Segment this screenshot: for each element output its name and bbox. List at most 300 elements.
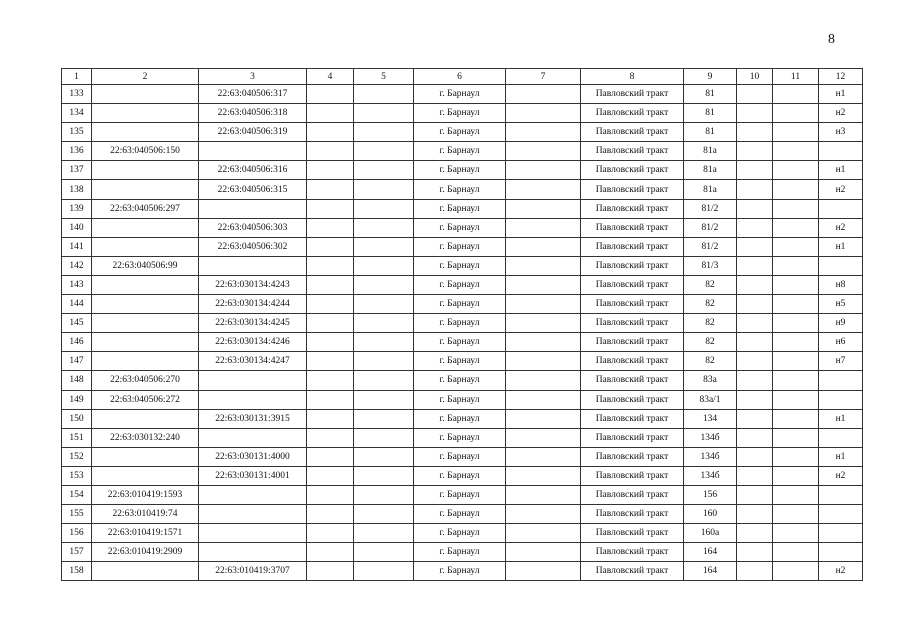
house-number-cell: 82: [684, 314, 737, 333]
col-10-cell: [737, 485, 773, 504]
col-11-cell: [773, 123, 819, 142]
street-cell: Павловский тракт: [581, 466, 684, 485]
col-10-cell: [737, 371, 773, 390]
parcel-number-cell: [92, 562, 199, 581]
col-7-cell: [506, 104, 581, 123]
col-10-cell: [737, 333, 773, 352]
row-number-cell: 147: [62, 352, 92, 371]
row-number-cell: 156: [62, 524, 92, 543]
parcel-number-cell: [92, 161, 199, 180]
table-row: [62, 142, 863, 161]
col-10-cell: [737, 505, 773, 524]
col-7-cell: [506, 390, 581, 409]
col-7-cell: [506, 562, 581, 581]
house-number-cell: 83а: [684, 371, 737, 390]
column-header-12: 12: [819, 69, 863, 85]
table-row: [62, 485, 863, 504]
column-header-8: 8: [581, 69, 684, 85]
house-number-cell: 81: [684, 104, 737, 123]
city-cell: г. Барнаул: [414, 199, 506, 218]
city-cell: г. Барнаул: [414, 275, 506, 294]
house-number-cell: 81/2: [684, 199, 737, 218]
col-4-cell: [307, 466, 354, 485]
parcel-number-cell: [92, 352, 199, 371]
col-11-cell: [773, 237, 819, 256]
premise-number-cell: [819, 524, 863, 543]
table-row: [62, 104, 863, 123]
unit-number-cell: 22:63:030134:4244: [199, 295, 307, 314]
col-5-cell: [354, 180, 414, 199]
col-7-cell: [506, 218, 581, 237]
city-cell: г. Барнаул: [414, 123, 506, 142]
col-4-cell: [307, 485, 354, 504]
premise-number-cell: н2: [819, 562, 863, 581]
parcel-number-cell: 22:63:040506:270: [92, 371, 199, 390]
col-5-cell: [354, 466, 414, 485]
unit-number-cell: [199, 390, 307, 409]
premise-number-cell: [819, 485, 863, 504]
house-number-cell: 81а: [684, 180, 737, 199]
unit-number-cell: 22:63:030131:4001: [199, 466, 307, 485]
city-cell: г. Барнаул: [414, 180, 506, 199]
street-cell: Павловский тракт: [581, 352, 684, 371]
street-cell: Павловский тракт: [581, 333, 684, 352]
col-10-cell: [737, 142, 773, 161]
col-5-cell: [354, 447, 414, 466]
table-row: [62, 409, 863, 428]
col-10-cell: [737, 161, 773, 180]
house-number-cell: 156: [684, 485, 737, 504]
col-5-cell: [354, 333, 414, 352]
street-cell: Павловский тракт: [581, 485, 684, 504]
parcel-number-cell: [92, 314, 199, 333]
column-header-4: 4: [307, 69, 354, 85]
row-number-cell: 139: [62, 199, 92, 218]
house-number-cell: 81а: [684, 142, 737, 161]
col-10-cell: [737, 123, 773, 142]
unit-number-cell: 22:63:040506:303: [199, 218, 307, 237]
col-4-cell: [307, 199, 354, 218]
city-cell: г. Барнаул: [414, 543, 506, 562]
col-5-cell: [354, 123, 414, 142]
row-number-cell: 137: [62, 161, 92, 180]
city-cell: г. Барнаул: [414, 371, 506, 390]
parcel-number-cell: 22:63:040506:272: [92, 390, 199, 409]
city-cell: г. Барнаул: [414, 505, 506, 524]
city-cell: г. Барнаул: [414, 218, 506, 237]
col-10-cell: [737, 218, 773, 237]
street-cell: Павловский тракт: [581, 104, 684, 123]
parcel-number-cell: [92, 275, 199, 294]
table-row: [62, 428, 863, 447]
column-header-6: 6: [414, 69, 506, 85]
col-5-cell: [354, 562, 414, 581]
table-row: [62, 275, 863, 294]
street-cell: Павловский тракт: [581, 428, 684, 447]
unit-number-cell: 22:63:030131:4000: [199, 447, 307, 466]
row-number-cell: 158: [62, 562, 92, 581]
col-7-cell: [506, 409, 581, 428]
table-row: [62, 447, 863, 466]
table-row: [62, 562, 863, 581]
row-number-cell: 149: [62, 390, 92, 409]
premise-number-cell: н1: [819, 409, 863, 428]
parcel-number-cell: [92, 218, 199, 237]
col-10-cell: [737, 524, 773, 543]
col-4-cell: [307, 428, 354, 447]
premise-number-cell: н7: [819, 352, 863, 371]
page-number: 8: [828, 32, 835, 47]
col-10-cell: [737, 256, 773, 275]
col-5-cell: [354, 371, 414, 390]
col-5-cell: [354, 524, 414, 543]
premise-number-cell: н6: [819, 333, 863, 352]
parcel-number-cell: [92, 180, 199, 199]
col-11-cell: [773, 485, 819, 504]
col-11-cell: [773, 218, 819, 237]
col-10-cell: [737, 352, 773, 371]
house-number-cell: 134б: [684, 447, 737, 466]
col-4-cell: [307, 333, 354, 352]
column-header-5: 5: [354, 69, 414, 85]
col-4-cell: [307, 524, 354, 543]
row-number-cell: 150: [62, 409, 92, 428]
street-cell: Павловский тракт: [581, 447, 684, 466]
street-cell: Павловский тракт: [581, 524, 684, 543]
street-cell: Павловский тракт: [581, 505, 684, 524]
col-5-cell: [354, 275, 414, 294]
city-cell: г. Барнаул: [414, 428, 506, 447]
col-7-cell: [506, 142, 581, 161]
house-number-cell: 81а: [684, 161, 737, 180]
table-row: [62, 256, 863, 275]
col-7-cell: [506, 237, 581, 256]
col-10-cell: [737, 237, 773, 256]
unit-number-cell: [199, 543, 307, 562]
col-5-cell: [354, 161, 414, 180]
col-4-cell: [307, 505, 354, 524]
col-5-cell: [354, 295, 414, 314]
row-number-cell: 146: [62, 333, 92, 352]
col-5-cell: [354, 543, 414, 562]
col-11-cell: [773, 104, 819, 123]
row-number-cell: 134: [62, 104, 92, 123]
unit-number-cell: 22:63:040506:319: [199, 123, 307, 142]
city-cell: г. Барнаул: [414, 295, 506, 314]
col-7-cell: [506, 524, 581, 543]
col-5-cell: [354, 199, 414, 218]
col-10-cell: [737, 295, 773, 314]
col-7-cell: [506, 161, 581, 180]
col-10-cell: [737, 104, 773, 123]
premise-number-cell: н5: [819, 295, 863, 314]
city-cell: г. Барнаул: [414, 466, 506, 485]
col-7-cell: [506, 256, 581, 275]
table-row: [62, 180, 863, 199]
street-cell: Павловский тракт: [581, 256, 684, 275]
premise-number-cell: [819, 256, 863, 275]
col-5-cell: [354, 409, 414, 428]
col-7-cell: [506, 199, 581, 218]
col-4-cell: [307, 314, 354, 333]
premise-number-cell: н1: [819, 161, 863, 180]
row-number-cell: 148: [62, 371, 92, 390]
col-4-cell: [307, 161, 354, 180]
col-11-cell: [773, 524, 819, 543]
col-10-cell: [737, 314, 773, 333]
col-7-cell: [506, 352, 581, 371]
col-10-cell: [737, 180, 773, 199]
table-row: [62, 85, 863, 104]
col-10-cell: [737, 409, 773, 428]
city-cell: г. Барнаул: [414, 85, 506, 104]
col-4-cell: [307, 390, 354, 409]
street-cell: Павловский тракт: [581, 199, 684, 218]
house-number-cell: 83а/1: [684, 390, 737, 409]
parcel-number-cell: 22:63:010419:1571: [92, 524, 199, 543]
row-number-cell: 144: [62, 295, 92, 314]
unit-number-cell: [199, 505, 307, 524]
street-cell: Павловский тракт: [581, 85, 684, 104]
col-11-cell: [773, 505, 819, 524]
parcel-number-cell: [92, 104, 199, 123]
table-body: [62, 69, 863, 581]
col-5-cell: [354, 352, 414, 371]
house-number-cell: 164: [684, 562, 737, 581]
col-7-cell: [506, 505, 581, 524]
col-7-cell: [506, 295, 581, 314]
table-row: [62, 314, 863, 333]
unit-number-cell: [199, 199, 307, 218]
row-number-cell: 145: [62, 314, 92, 333]
table-row: [62, 371, 863, 390]
parcel-number-cell: [92, 237, 199, 256]
house-number-cell: 134б: [684, 428, 737, 447]
table-row: [62, 333, 863, 352]
premise-number-cell: [819, 371, 863, 390]
row-number-cell: 157: [62, 543, 92, 562]
table-row: [62, 352, 863, 371]
col-11-cell: [773, 466, 819, 485]
unit-number-cell: 22:63:030134:4246: [199, 333, 307, 352]
col-4-cell: [307, 237, 354, 256]
col-7-cell: [506, 428, 581, 447]
house-number-cell: 160: [684, 505, 737, 524]
unit-number-cell: 22:63:030131:3915: [199, 409, 307, 428]
col-11-cell: [773, 275, 819, 294]
col-10-cell: [737, 199, 773, 218]
premise-number-cell: н1: [819, 85, 863, 104]
house-number-cell: 82: [684, 275, 737, 294]
col-11-cell: [773, 161, 819, 180]
column-header-10: 10: [737, 69, 773, 85]
unit-number-cell: [199, 524, 307, 543]
col-7-cell: [506, 371, 581, 390]
table-row: [62, 295, 863, 314]
col-7-cell: [506, 485, 581, 504]
col-11-cell: [773, 314, 819, 333]
col-5-cell: [354, 428, 414, 447]
parcel-number-cell: [92, 409, 199, 428]
parcel-number-cell: 22:63:030132:240: [92, 428, 199, 447]
col-11-cell: [773, 142, 819, 161]
house-number-cell: 134б: [684, 466, 737, 485]
col-11-cell: [773, 256, 819, 275]
col-7-cell: [506, 466, 581, 485]
city-cell: г. Барнаул: [414, 256, 506, 275]
parcel-number-cell: [92, 85, 199, 104]
city-cell: г. Барнаул: [414, 352, 506, 371]
row-number-cell: 136: [62, 142, 92, 161]
row-number-cell: 133: [62, 85, 92, 104]
street-cell: Павловский тракт: [581, 390, 684, 409]
city-cell: г. Барнаул: [414, 447, 506, 466]
parcel-number-cell: 22:63:010419:74: [92, 505, 199, 524]
col-11-cell: [773, 390, 819, 409]
city-cell: г. Барнаул: [414, 237, 506, 256]
premise-number-cell: н2: [819, 104, 863, 123]
unit-number-cell: 22:63:040506:317: [199, 85, 307, 104]
premise-number-cell: [819, 390, 863, 409]
street-cell: Павловский тракт: [581, 218, 684, 237]
house-number-cell: 82: [684, 295, 737, 314]
parcel-number-cell: [92, 123, 199, 142]
premise-number-cell: н2: [819, 180, 863, 199]
city-cell: г. Барнаул: [414, 485, 506, 504]
house-number-cell: 160а: [684, 524, 737, 543]
col-11-cell: [773, 352, 819, 371]
table-row: [62, 218, 863, 237]
col-11-cell: [773, 295, 819, 314]
premise-number-cell: [819, 142, 863, 161]
col-5-cell: [354, 505, 414, 524]
house-number-cell: 81/2: [684, 218, 737, 237]
city-cell: г. Барнаул: [414, 524, 506, 543]
col-4-cell: [307, 295, 354, 314]
table-row: [62, 543, 863, 562]
col-11-cell: [773, 543, 819, 562]
col-4-cell: [307, 352, 354, 371]
premise-number-cell: [819, 428, 863, 447]
premise-number-cell: н8: [819, 275, 863, 294]
house-number-cell: 81/2: [684, 237, 737, 256]
city-cell: г. Барнаул: [414, 390, 506, 409]
row-number-cell: 151: [62, 428, 92, 447]
col-7-cell: [506, 275, 581, 294]
city-cell: г. Барнаул: [414, 409, 506, 428]
table-row: [62, 524, 863, 543]
col-4-cell: [307, 180, 354, 199]
street-cell: Павловский тракт: [581, 543, 684, 562]
col-7-cell: [506, 447, 581, 466]
col-5-cell: [354, 142, 414, 161]
table-row: [62, 390, 863, 409]
premise-number-cell: [819, 543, 863, 562]
col-4-cell: [307, 447, 354, 466]
col-7-cell: [506, 85, 581, 104]
column-header-7: 7: [506, 69, 581, 85]
parcel-number-cell: [92, 333, 199, 352]
street-cell: Павловский тракт: [581, 123, 684, 142]
row-number-cell: 154: [62, 485, 92, 504]
city-cell: г. Барнаул: [414, 562, 506, 581]
col-4-cell: [307, 85, 354, 104]
house-number-cell: 82: [684, 352, 737, 371]
street-cell: Павловский тракт: [581, 142, 684, 161]
street-cell: Павловский тракт: [581, 409, 684, 428]
col-10-cell: [737, 466, 773, 485]
col-4-cell: [307, 104, 354, 123]
col-11-cell: [773, 562, 819, 581]
column-header-2: 2: [92, 69, 199, 85]
street-cell: Павловский тракт: [581, 275, 684, 294]
premise-number-cell: н1: [819, 447, 863, 466]
parcel-number-cell: [92, 466, 199, 485]
unit-number-cell: 22:63:040506:316: [199, 161, 307, 180]
col-7-cell: [506, 333, 581, 352]
parcel-number-cell: 22:63:040506:297: [92, 199, 199, 218]
unit-number-cell: 22:63:040506:315: [199, 180, 307, 199]
col-7-cell: [506, 543, 581, 562]
header-row: [62, 69, 863, 85]
street-cell: Павловский тракт: [581, 314, 684, 333]
street-cell: Павловский тракт: [581, 371, 684, 390]
col-4-cell: [307, 218, 354, 237]
street-cell: Павловский тракт: [581, 295, 684, 314]
col-10-cell: [737, 562, 773, 581]
col-11-cell: [773, 428, 819, 447]
city-cell: г. Барнаул: [414, 104, 506, 123]
col-11-cell: [773, 333, 819, 352]
col-11-cell: [773, 409, 819, 428]
row-number-cell: 155: [62, 505, 92, 524]
unit-number-cell: 22:63:030134:4245: [199, 314, 307, 333]
col-4-cell: [307, 409, 354, 428]
city-cell: г. Барнаул: [414, 161, 506, 180]
unit-number-cell: [199, 256, 307, 275]
table-row: [62, 466, 863, 485]
col-4-cell: [307, 562, 354, 581]
col-5-cell: [354, 104, 414, 123]
col-10-cell: [737, 390, 773, 409]
parcel-number-cell: 22:63:040506:150: [92, 142, 199, 161]
col-10-cell: [737, 447, 773, 466]
unit-number-cell: 22:63:030134:4247: [199, 352, 307, 371]
col-11-cell: [773, 199, 819, 218]
col-10-cell: [737, 275, 773, 294]
premise-number-cell: н2: [819, 218, 863, 237]
col-5-cell: [354, 218, 414, 237]
row-number-cell: 138: [62, 180, 92, 199]
column-header-11: 11: [773, 69, 819, 85]
row-number-cell: 140: [62, 218, 92, 237]
registry-table: [61, 68, 863, 581]
col-4-cell: [307, 256, 354, 275]
col-5-cell: [354, 237, 414, 256]
street-cell: Павловский тракт: [581, 180, 684, 199]
unit-number-cell: [199, 371, 307, 390]
row-number-cell: 143: [62, 275, 92, 294]
unit-number-cell: 22:63:030134:4243: [199, 275, 307, 294]
table-row: [62, 161, 863, 180]
house-number-cell: 164: [684, 543, 737, 562]
house-number-cell: 82: [684, 333, 737, 352]
col-4-cell: [307, 275, 354, 294]
row-number-cell: 153: [62, 466, 92, 485]
col-5-cell: [354, 256, 414, 275]
col-10-cell: [737, 543, 773, 562]
col-10-cell: [737, 428, 773, 447]
